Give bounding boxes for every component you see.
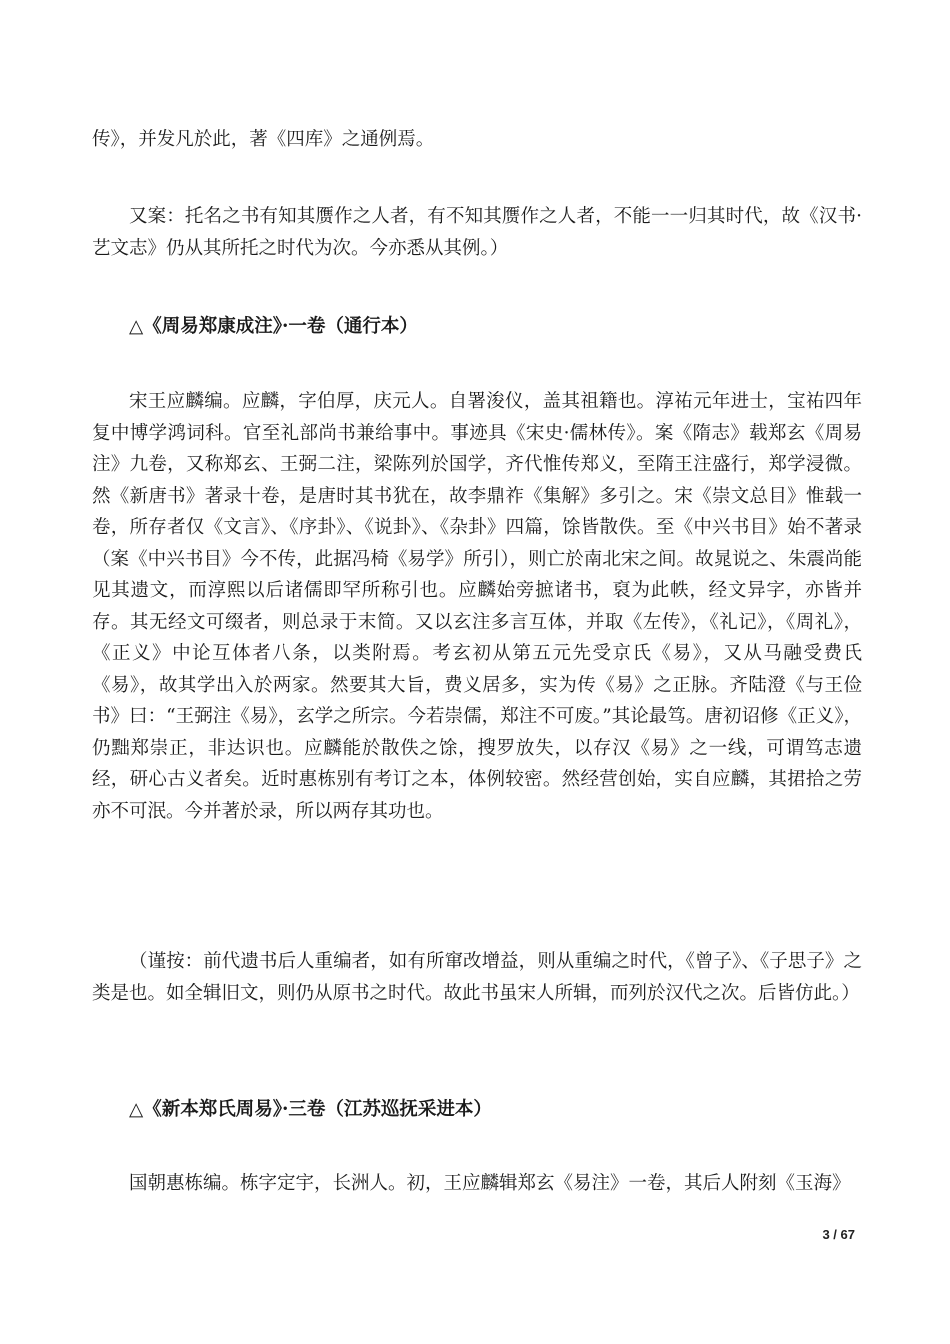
paragraph-note: 又案：托名之书有知其赝作之人者，有不知其赝作之人者，不能一一归其时代，故《汉书·艺文志》仍从其所托之时代为次。今亦悉从其例。） — [92, 206, 862, 259]
section-heading-xinben-zheng: △《新本郑氏周易》·三卷（江苏巡抚采进本） — [129, 1099, 492, 1120]
section-heading-zhouyi-zheng: △《周易郑康成注》·一卷（通行本） — [129, 316, 418, 337]
paragraph-body-xinben-zheng: 国朝惠栋编。栋字定宇，长洲人。初，王应麟辑郑玄《易注》一卷，其后人附刻《玉海》 — [129, 1173, 851, 1194]
page-number: 3 / 67 — [822, 1227, 855, 1242]
paragraph-continuation: 传》，并发凡於此，著《四库》之通例焉。 — [92, 129, 435, 150]
paragraph-editor-note: （谨按：前代遗书后人重编者，如有所窜改增益，则从重编之时代，《曾子》、《子思子》之类是也。如全辑旧文，则仍从原书之时代。故此书虽宋人所辑，而列於汉代之次。后皆仿此。） — [92, 951, 862, 1004]
paragraph-body-zhouyi-zheng: 宋王应麟编。应麟，字伯厚，庆元人。自署浚仪，盖其祖籍也。淳祐元年进士，宝祐四年复中博学鸿词科。官至礼部尚书兼给事中。事迹具《宋史·儒林传》。案《隋志》载郑玄《周易注》九卷，又称郑玄、王弼二注，梁陈列於国学，齐代惟传郑义，至隋王注盛行，郑学浸微。然《新唐书》著录十卷，是唐时其书犹在，故李鼎祚《集解》多引之。宋《崇文总目》惟载一卷，所存者仅《文言》、《序卦》、《说卦》、《杂卦》四篇，馀皆散佚。至《中兴书目》始不著录（案《中兴书目》今不传，此据冯椅《易学》所引），则亡於南北宋之间。故晁说之、朱震尚能见其遗文，而淳熙以后诸儒即罕所称引也。应麟始旁摭诸书，裒为此帙，经文异字，亦皆并存。其无经文可缀者，则总录于末简。又以玄注多言互体，并取《左传》，《礼记》，《周礼》，《正义》中论互体者八条，以类附焉。考玄初从第五元先受京氏《易》，又从马融受费氏《易》，故其学出入於两家。然要其大旨，费义居多，实为传《易》之正脉。齐陆澄《与王俭书》曰：“王弼注《易》，玄学之所宗。今若崇儒，郑注不可废。”其论最笃。唐初诏修《正义》，仍黜郑崇正，非达识也。应麟能於散佚之馀，搜罗放失，以存汉《易》之一线，可谓笃志遗经，研心古义者矣。近时惠栋别有考订之本，体例较密。然经营创始，实自应麟，其捃拾之劳亦不可泯。今并著於录，所以两存其功也。 — [92, 391, 862, 822]
